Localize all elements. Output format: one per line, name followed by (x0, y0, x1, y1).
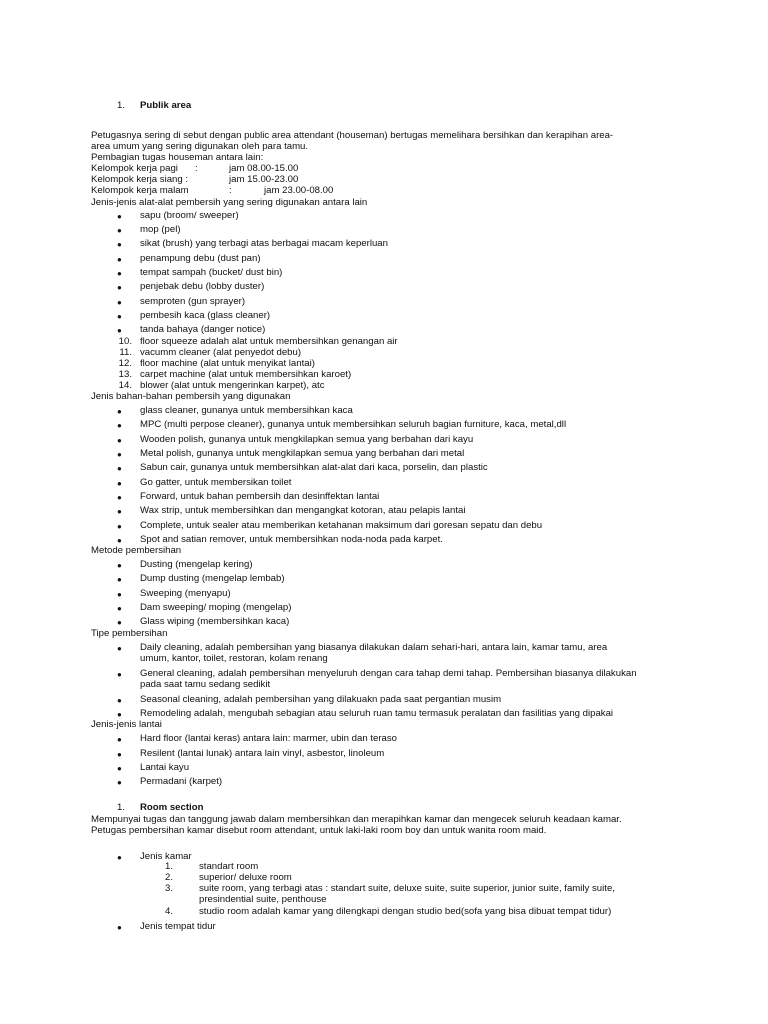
item-number: 4. (164, 906, 173, 917)
bed-types-label: Jenis tempat tidur (140, 921, 216, 932)
list-item-text: Glass wiping (membersihkan kaca) (140, 616, 290, 627)
shift-label: Kelompok kerja siang : (91, 174, 189, 185)
bullet: ● (117, 735, 122, 744)
division-heading: Pembagian tugas houseman antara lain: (91, 152, 264, 163)
list-item-text: Resilent (lantai lunak) antara lain vinyl, asbestor, linoleum (140, 748, 385, 759)
bullet: ● (117, 298, 122, 307)
list-item-text: Dam sweeping/ moping (mengelap) (140, 602, 292, 613)
list-item-text: semproten (gun sprayer) (140, 296, 246, 307)
list-item-text-cont: umum, kantor, toilet, restoran, kolam renang (140, 653, 328, 664)
section-number: 1. (117, 802, 126, 813)
bullet: ● (117, 507, 122, 516)
list-item-text: Sabun cair, gunanya untuk membersihkan alat-alat dari kaca, porselin, dan plastic (140, 462, 488, 473)
bullet: ● (117, 226, 122, 235)
bullet: ● (117, 853, 122, 862)
list-item-text: Go gatter, untuk membersikan toilet (140, 477, 292, 488)
bullet: ● (117, 436, 122, 445)
bullet: ● (117, 522, 122, 531)
bullet: ● (117, 764, 122, 773)
list-item-text: glass cleaner, gunanya untuk membersihkan kaca (140, 405, 353, 416)
materials-heading: Jenis bahan-bahan pembersih yang digunakan (91, 391, 291, 402)
intro-line: Mempunyai tugas dan tanggung jawab dalam membersihkan dan merapihkan kamar dan mengecek seluruh keadaan kamar. (91, 814, 622, 825)
bullet: ● (117, 255, 122, 264)
shift-separator: : (195, 163, 198, 174)
bullet: ● (117, 450, 122, 459)
item-number: 10. (118, 336, 132, 347)
item-number: 13. (118, 369, 132, 380)
list-item-text: Spot and satian remover, untuk membersihkan noda-noda pada karpet. (140, 534, 443, 545)
list-item-text: Permadani (karpet) (140, 776, 223, 787)
item-number: 2. (164, 872, 173, 883)
list-item-text: Dump dusting (mengelap lembab) (140, 573, 285, 584)
list-item-text: Lantai kayu (140, 762, 190, 773)
list-item-text: penampung debu (dust pan) (140, 253, 261, 264)
bullet: ● (117, 778, 122, 787)
list-item-text: sapu (broom/ sweeper) (140, 210, 239, 221)
list-item-text: floor squeeze adalah alat untuk membersihkan genangan air (140, 336, 398, 347)
bullet: ● (117, 923, 122, 932)
bullet: ● (117, 283, 122, 292)
intro-line: Petugas pembersihan kamar disebut room attendant, untuk laki-laki room boy dan untuk wanita room maid. (91, 825, 547, 836)
list-item-text: tempat sampah (bucket/ dust bin) (140, 267, 283, 278)
bullet: ● (117, 644, 122, 653)
shift-label: Kelompok kerja malam (91, 185, 189, 196)
list-item-text-cont: presindential suite, penthouse (199, 894, 327, 905)
bullet: ● (117, 464, 122, 473)
bullet: ● (117, 590, 122, 599)
list-item-text: Seasonal cleaning, adalah pembersihan yang dilakuakn pada saat pergantian musim (140, 694, 502, 705)
list-item-text: Dusting (mengelap kering) (140, 559, 253, 570)
list-item-text: floor machine (alat untuk menyikat lantai) (140, 358, 315, 369)
bullet: ● (117, 604, 122, 613)
item-number: 1. (164, 861, 173, 872)
section-title: Room section (140, 802, 204, 813)
section-title: Publik area (140, 100, 192, 111)
list-item-text-cont: pada saat tamu sedang sedikit (140, 679, 271, 690)
list-item-text: penjebak debu (lobby duster) (140, 281, 265, 292)
list-item-text: Metal polish, gunanya untuk mengkilapkan semua yang berbahan dari metal (140, 448, 465, 459)
bullet: ● (117, 710, 122, 719)
bullet: ● (117, 312, 122, 321)
bullet: ● (117, 618, 122, 627)
list-item-text: Hard floor (lantai keras) antara lain: marmer, ubin dan teraso (140, 733, 398, 744)
list-item-text: sikat (brush) yang terbagi atas berbagai macam keperluan (140, 238, 388, 249)
bullet: ● (117, 479, 122, 488)
list-item-text: General cleaning, adalah pembersihan menyeluruh dengan cara tahap demi tahap. Pembersihan biasanya dilakukan (140, 668, 637, 679)
list-item-text: Wax strip, untuk membersihkan dan mengangkat kotoran, atau pelapis lantai (140, 505, 466, 516)
bullet: ● (117, 696, 122, 705)
list-item-text: suite room, yang terbagi atas : standart suite, deluxe suite, suite superior, junior suite, family suite, (199, 883, 615, 894)
item-number: 3. (164, 883, 173, 894)
methods-heading: Metode pembersihan (91, 545, 182, 556)
room-types-label: Jenis kamar (140, 851, 192, 862)
list-item-text: mop (pel) (140, 224, 181, 235)
shift-time: jam 23.00-08.00 (264, 185, 334, 196)
list-item-text: Complete, untuk sealer atau memberikan ketahanan maksimum dari goresan sepatu dan debu (140, 520, 543, 531)
bullet: ● (117, 670, 122, 679)
list-item-text: carpet machine (alat untuk membersihkan karoet) (140, 369, 352, 380)
bullet: ● (117, 493, 122, 502)
list-item-text: studio room adalah kamar yang dilengkapi dengan studio bed(sofa yang bisa dibuat tempat tidur) (199, 906, 612, 917)
list-item-text: Remodeling adalah, mengubah sebagian atau seluruh ruan tamu termasuk peralatan dan fasilitias yang dipakai (140, 708, 614, 719)
bullet: ● (117, 750, 122, 759)
section-number: 1. (117, 100, 126, 111)
bullet: ● (117, 269, 122, 278)
bullet: ● (117, 326, 122, 335)
list-item-text: pembesih kaca (glass cleaner) (140, 310, 271, 321)
tools-heading: Jenis-jenis alat-alat pembersih yang sering digunakan antara lain (91, 197, 368, 208)
list-item-text: Wooden polish, gunanya untuk mengkilapkan semua yang berbahan dari kayu (140, 434, 474, 445)
item-number: 11. (119, 347, 132, 358)
shift-separator: : (229, 185, 232, 196)
bullet: ● (117, 575, 122, 584)
list-item-text: tanda bahaya (danger notice) (140, 324, 266, 335)
shift-time: jam 08.00-15.00 (229, 163, 299, 174)
list-item-text: Sweeping (menyapu) (140, 588, 231, 599)
bullet: ● (117, 240, 122, 249)
types-heading: Tipe pembersihan (91, 628, 168, 639)
bullet: ● (117, 536, 122, 545)
list-item-text: standart room (199, 861, 259, 872)
shift-time: jam 15.00-23.00 (229, 174, 299, 185)
list-item-text: blower (alat untuk mengerinkan karpet), atc (140, 380, 325, 391)
bullet: ● (117, 407, 122, 416)
item-number: 14. (118, 380, 132, 391)
floors-heading: Jenis-jenis lantai (91, 719, 162, 730)
list-item-text: superior/ deluxe room (199, 872, 292, 883)
shift-label: Kelompok kerja pagi (91, 163, 178, 174)
list-item-text: vacumm cleaner (alat penyedot debu) (140, 347, 302, 358)
list-item-text: Forward, untuk bahan pembersih dan desinffektan lantai (140, 491, 380, 502)
list-item-text: MPC (multi perpose cleaner), gunanya untuk membersihkan seluruh bagian furniture, kaca, metal,dll (140, 419, 567, 430)
bullet: ● (117, 561, 122, 570)
item-number: 12. (118, 358, 132, 369)
bullet: ● (117, 212, 122, 221)
bullet: ● (117, 421, 122, 430)
intro-line: area umum yang sering digunakan oleh para tamu. (91, 141, 309, 152)
intro-line: Petugasnya sering di sebut dengan public area attendant (houseman) bertugas memelihara bersihkan dan kerapihan area- (91, 130, 614, 141)
list-item-text: Daily cleaning, adalah pembersihan yang biasanya dilakukan dalam sehari-hari, antara lain, kamar tamu, area (140, 642, 608, 653)
